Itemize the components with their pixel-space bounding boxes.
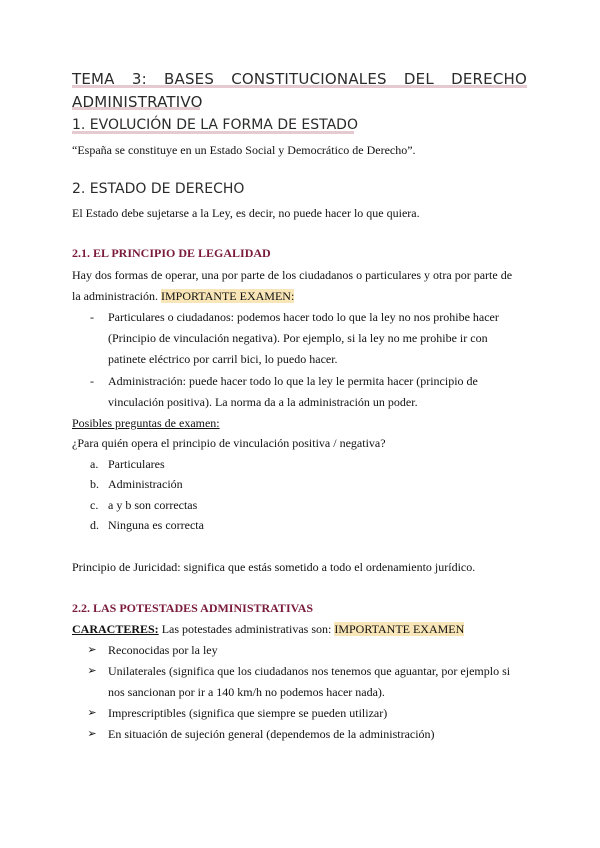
caracteres-text: Las potestades administrativas son: [161,622,332,636]
title-word: CONSTITUCIONALES [231,70,387,88]
list-item: nos sancionan por ir a 140 km/h no podemos hacer nada). [108,685,385,699]
bullet-dash: - [90,310,94,324]
bullet-line: Administración: puede hacer todo lo que la ley le permita hacer (principio de [108,374,478,388]
important-exam-highlight: IMPORTANTE EXAMEN [334,622,465,636]
list-item: Imprescriptibles (significa que siempre se pueden utilizar) [108,706,388,720]
title-line-1 [72,70,527,88]
bullet-line: (Principio de vinculación negativa). Por ejemplo, si la ley no me prohibe ir con [108,331,488,345]
caracteres-label: CARACTERES: [72,622,159,636]
bullet-dash: - [90,374,94,388]
option-letter: b. [90,477,99,491]
section21-intro-line2 [72,289,294,304]
bullet-line: Particulares o ciudadanos: podemos hacer todo lo que la ley no nos prohibe hacer [108,310,499,324]
list-item: Reconocidas por la ley [108,643,218,657]
title-word: DERECHO [451,70,527,88]
title-word: BASES [164,70,215,88]
juridicidad-text: Principio de Juricidad: significa que estás sometido a todo el ordenamiento jurídico. [72,560,476,574]
intro-text: la administración. [72,289,158,303]
exam-question: ¿Para quién opera el principio de vinculación positiva / negativa? [72,436,386,450]
title-word: TEMA [72,70,115,88]
option-letter: d. [90,518,99,532]
section21-intro-line1: Hay dos formas de operar, una por parte de los ciudadanos o particulares y otra por parte de [72,268,513,282]
bullet-line: patinete eléctrico por carril bici, lo puedo hacer. [108,352,338,366]
arrow-bullet-icon: ➢ [87,706,97,719]
title-word: 3: [131,70,147,88]
section2-heading: 2. ESTADO DE DERECHO [72,181,245,197]
section2-text: El Estado debe sujetarse a la Ley, es decir, no puede hacer lo que quiera. [72,206,420,220]
bullet-line: vinculación positiva). La norma da a la administración un poder. [108,395,418,409]
arrow-bullet-icon: ➢ [87,727,97,740]
option-letter: c. [90,498,99,512]
option-text: a y b son correctas [108,498,198,512]
arrow-bullet-icon: ➢ [87,643,97,656]
option-text: Ninguna es correcta [108,518,204,532]
option-text: Administración [108,477,183,491]
important-exam-highlight: IMPORTANTE EXAMEN: [160,289,295,303]
section1-quote: “España se constituye en un Estado Social y Democrático de Derecho”. [72,143,416,157]
section1-heading: 1. EVOLUCIÓN DE LA FORMA DE ESTADO [72,117,358,133]
exam-questions-label: Posibles preguntas de examen: [72,416,220,430]
list-item: Unilaterales (significa que los ciudadanos nos tenemos que aguantar, por ejemplo si [108,664,511,678]
section21-heading: 2.1. EL PRINCIPIO DE LEGALIDAD [72,246,271,260]
list-item: En situación de sujeción general (dependemos de la administración) [108,727,435,741]
title-word: DEL [403,70,434,88]
title-line-2: ADMINISTRATIVO [72,93,203,111]
arrow-bullet-icon: ➢ [87,664,97,677]
section22-heading: 2.2. LAS POTESTADES ADMINISTRATIVAS [72,601,314,615]
caracteres-line [72,622,464,637]
option-text: Particulares [108,457,165,471]
option-letter: a. [90,457,99,471]
